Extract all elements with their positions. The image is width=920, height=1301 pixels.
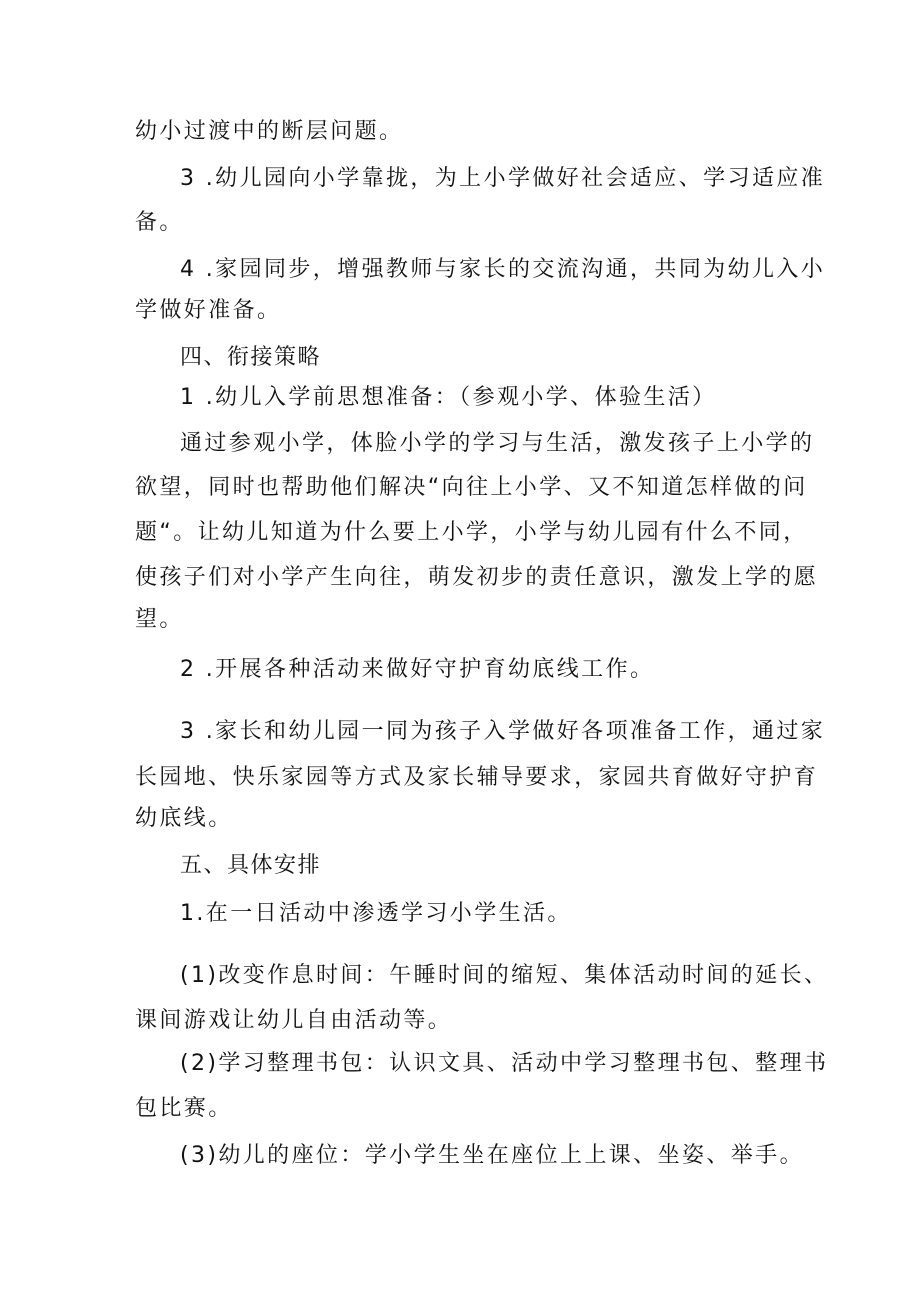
section-5-sub-2-line-1: (2)学习整理书包：认识文具、活动中学习整理书包、整理书 [180,1051,829,1076]
item-4-line-1: 4 .家园同步，增强教师与家长的交流沟通，共同为幼儿入小 [180,257,826,282]
section-4-item-3-line-2: 长园地、快乐家园等方式及家长辅导要求，家园共育做好守护育 [135,765,819,790]
section-5-item-1: 1.在一日活动中渗透学习小学生活。 [180,901,572,926]
section-4-paragraph-line-3: 题“。让幼儿知道为什么要上小学，小学与幼儿园有什么不同， [135,520,808,545]
section-4-item-3-line-1: 3 .家长和幼儿园一同为孩子入学做好各项准备工作，通过家 [180,719,826,744]
section-5-sub-1-line-2: 课间游戏让幼儿自由活动等。 [135,1008,453,1033]
item-4-line-2: 学做好准备。 [135,298,282,323]
section-5-sub-3: (3)幼儿的座位：学小学生坐在座位上上课、坐姿、举手。 [180,1143,804,1168]
section-4-item-2: 2 .开展各种活动来做好守护育幼底线工作。 [180,657,655,682]
item-3-line-2: 备。 [135,210,184,235]
section-4-paragraph-line-2: 欲望，同时也帮助他们解决“向往上小学、又不知道怎样做的问 [135,475,808,500]
paragraph-continuation: 幼小过渡中的断层问题。 [135,119,404,144]
section-4-paragraph-line-4: 使孩子们对小学产生向往，萌发初步的责任意识，激发上学的愿 [135,565,819,590]
section-4-heading: 四、衔接策略 [180,345,322,370]
section-5-sub-1-line-1: (1)改变作息时间：午睡时间的缩短、集体活动时间的延长、 [180,963,829,988]
section-4-paragraph-line-1: 通过参观小学，体脸小学的学习与生活，激发孩子上小学的 [180,431,815,456]
section-5-sub-2-line-2: 包比赛。 [135,1096,233,1121]
section-4-item-1: 1 .幼儿入学前思想准备：（参观小学、体验生活） [180,385,717,410]
section-4-paragraph-line-5: 望。 [135,607,184,632]
item-3-line-1: 3 .幼儿园向小学靠拢，为上小学做好社会适应、学习适应准 [180,166,826,191]
section-4-item-3-line-3: 幼底线。 [135,806,233,831]
section-5-heading: 五、具体安排 [180,853,322,878]
